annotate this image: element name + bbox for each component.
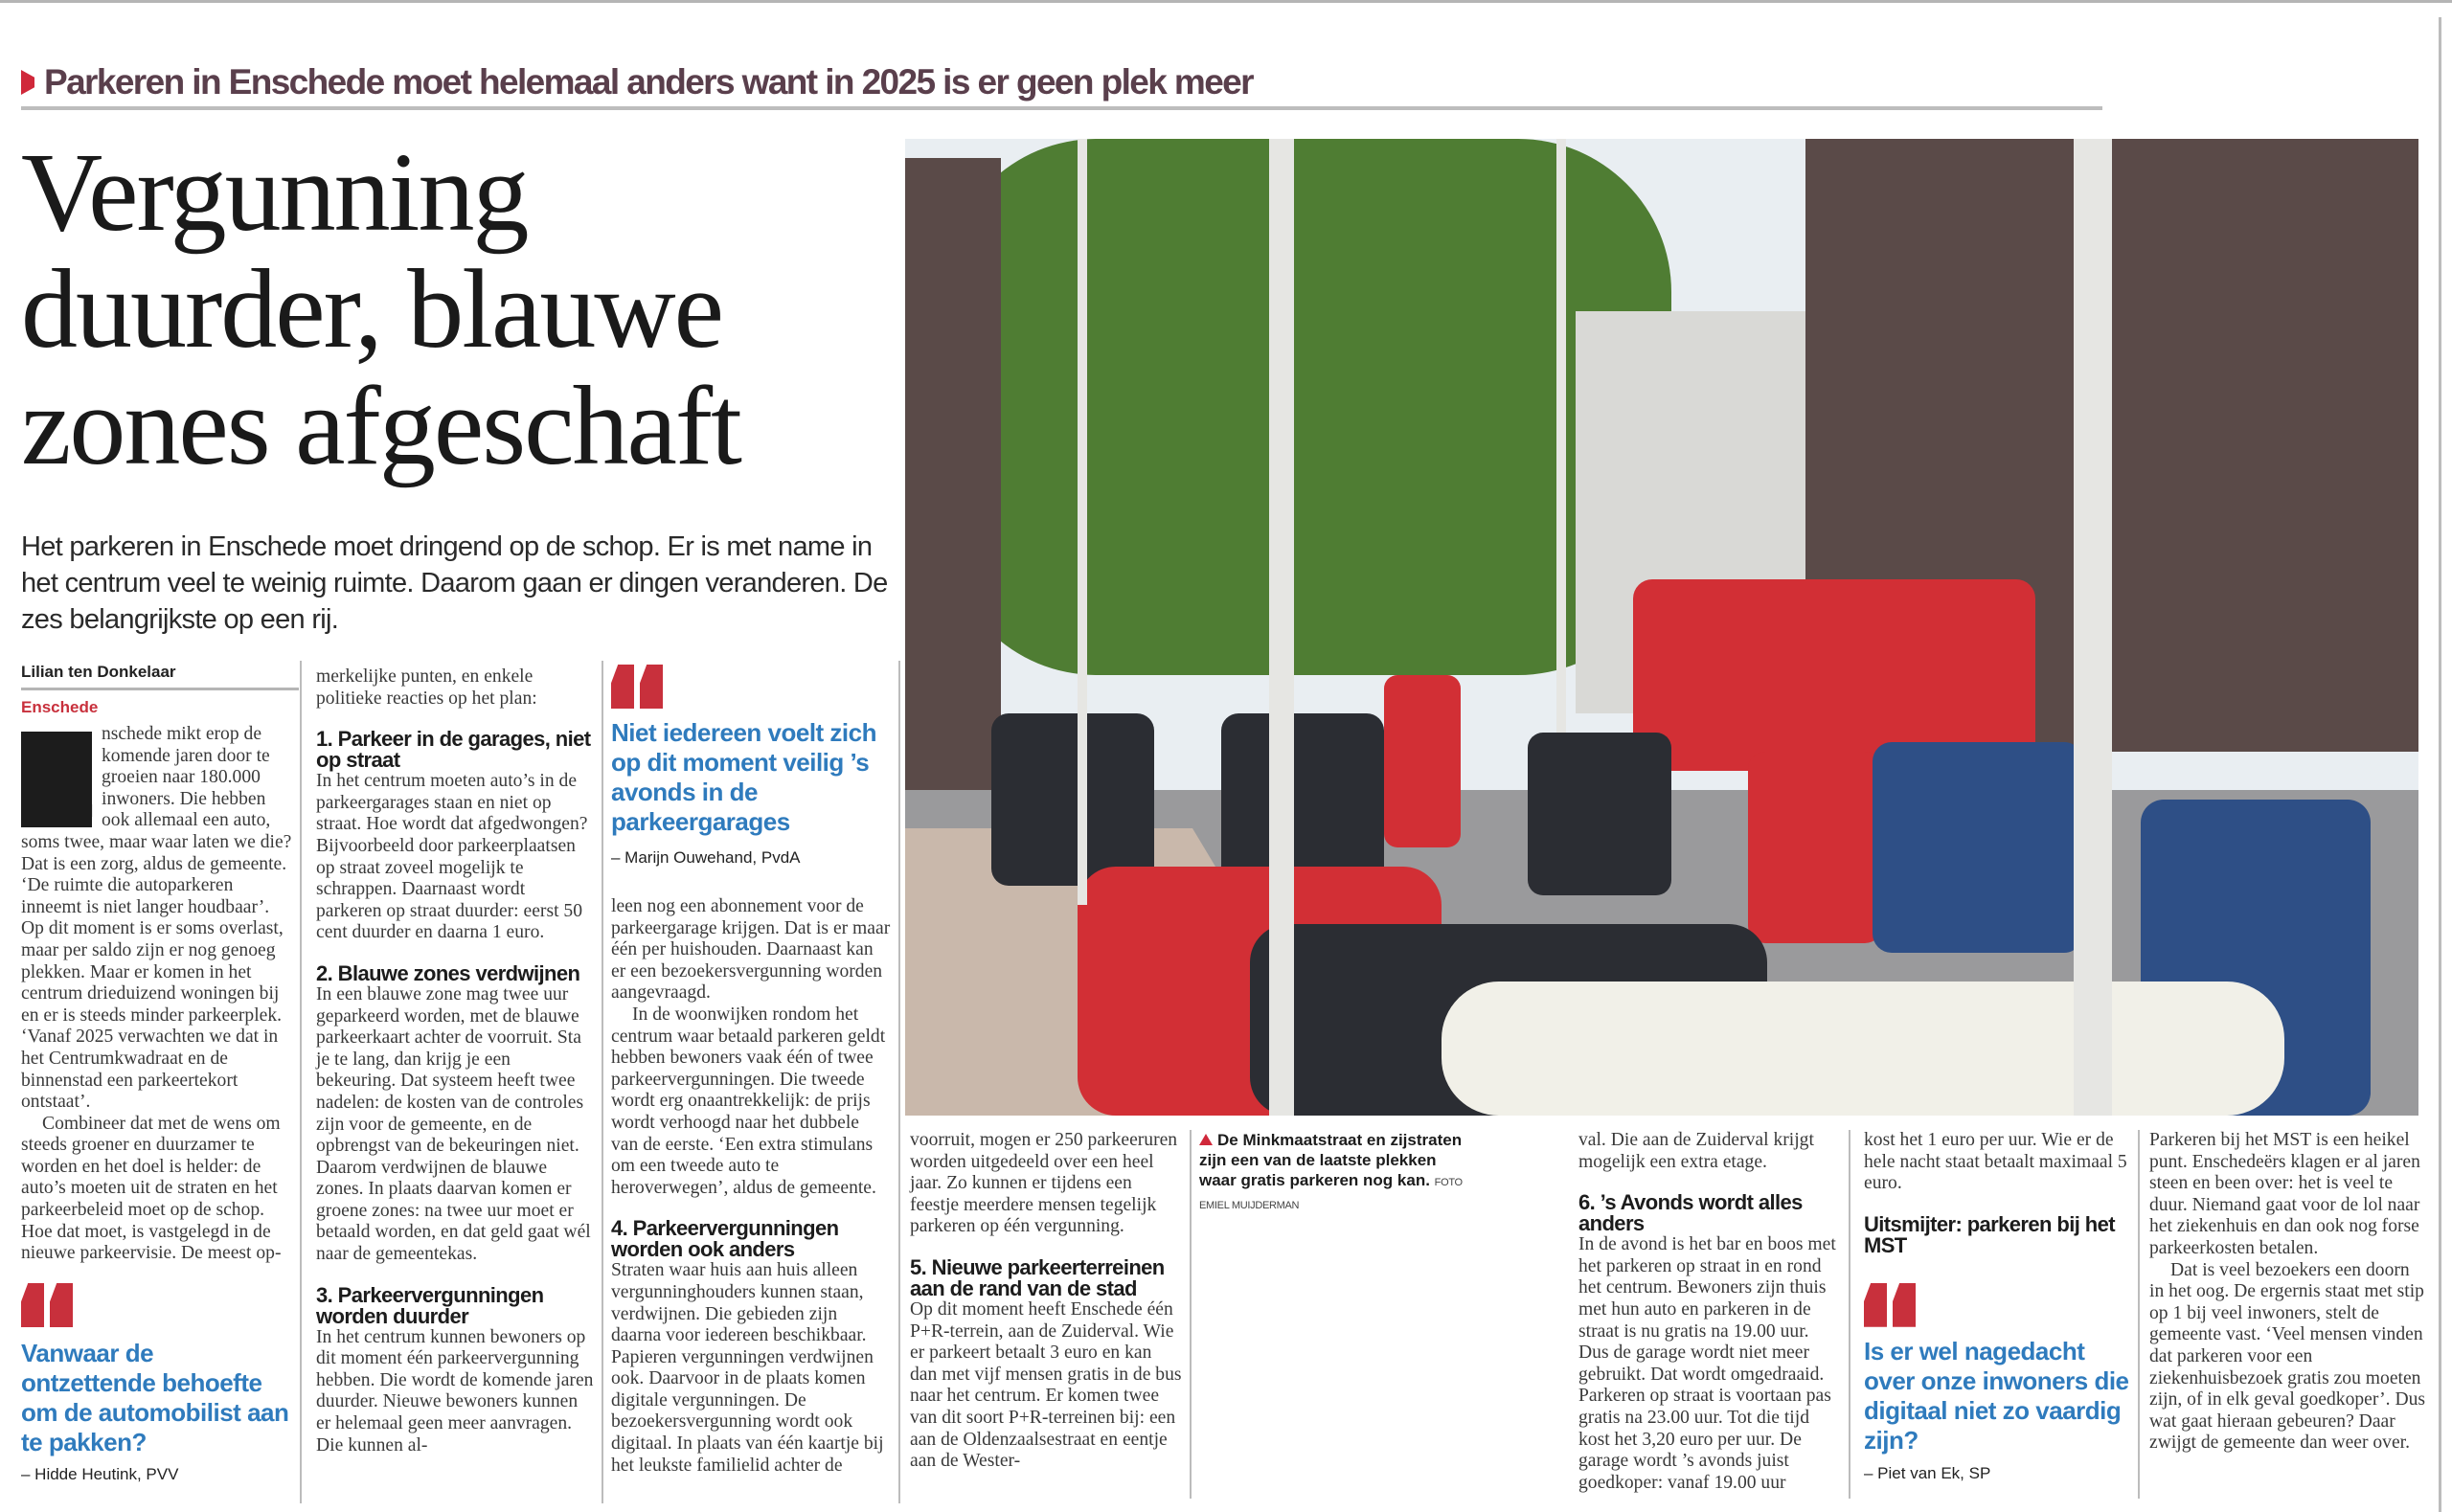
section-heading: 6. ’s Avonds wordt alles anders [1578, 1190, 1803, 1236]
dropcap: E [21, 715, 97, 842]
quote-mark-icon [21, 1283, 75, 1327]
column-4 [910, 1130, 1183, 1473]
kicker-rule [21, 106, 2102, 110]
pull-quote-3 [1864, 1283, 2130, 1485]
column-2 [316, 666, 594, 1456]
section-body: Op dit moment heeft Enschede één P+R-terrein, aan de Zuiderval. Wie er parkeert betaalt 3 euro en kan dan met vijf mensen gratis in de bus naar het centrum. Er komen twee van dit soort P+R-terreinen bij: een aan de Oldenzaalsestraat en eentje aan de Wester- [910, 1298, 1182, 1472]
column-7 [1864, 1130, 2130, 1484]
kicker-text: Parkeren in Enschede moet helemaal anders want in 2025 is er geen plek meer [44, 62, 1253, 102]
section-body: Parkeren bij het MST is een heikel punt. Enschedeërs klagen er al jaren steen en been over: het is veel te duur. Niemand gaat voor de lol naar het ziekenhuis en dan ook nog forse parkeerkosten betalen. [2149, 1130, 2420, 1258]
pull-quote-2 [611, 665, 889, 868]
section-body: In een blauwe zone mag twee uur geparkeerd worden, met de blauwe parkeerkaart achter de voorruit. Sta je te lang, dan krijg je een bekeuring. Dat systeem heeft twee nadelen: de kosten van de controles zijn voor de gemeente, en de opbrengst van de bekeuringen niet. Daarom verdwijnen de blauwe zones. In plaats daarvan komen er groene zones: na twee uur moet er betaald worden, en dat geld gaat wél naar de gemeentekas. [316, 983, 591, 1265]
byline-place: Enschede [21, 698, 99, 716]
column-8 [2149, 1130, 2427, 1455]
pull-quote-1 [21, 1283, 294, 1484]
headline [21, 129, 883, 488]
kicker-arrow-icon [21, 70, 34, 95]
column-6 [1578, 1130, 1842, 1494]
section-body: In de woonwijken rondom het centrum waar betaald parkeren geldt hebben bewoners vaak één of twee parkeervergunningen. Die tweede wordt erg onaantrekkelijk: de prijs wordt verhoogd naar het dubbele van de eerste. ‘Een extra stimulans om een tweede auto te heroverwegen’, aldus de gemeente. [611, 1004, 886, 1198]
pull-quote-attribution: – Piet van Ek, SP [1864, 1463, 1991, 1482]
parked-cars-street-photo [905, 139, 2418, 1116]
section-heading: 3. Parkeervergunningen worden duurder [316, 1282, 544, 1328]
section-body: Straten waar huis aan huis alleen vergunninghouders kunnen staan, verdwijnen. Die gebieden zijn daarna voor iedereen beschikbaar. Papieren vergunningen verdwijnen ook. Daarvoor in de plaats komen digitale vergunningen. De bezoekersvergunning wordt ook digitaal. In plaats van één kaartje bij het leukste familielid achter de [611, 1260, 884, 1476]
column-rule [1190, 1130, 1192, 1499]
column-1 [21, 715, 292, 1265]
caption-triangle-icon [1199, 1134, 1213, 1145]
section-heading: 2. Blauwe zones verdwijnen [316, 960, 580, 985]
byline-author: Lilian ten Donkelaar [21, 663, 299, 690]
section-body-continued: val. Die aan de Zuiderval krijgt mogelijk een extra etage. [1578, 1130, 1814, 1172]
section-body-continued: kost het 1 euro per uur. Wie er de hele nacht staat betaalt maximaal 5 euro. [1864, 1130, 2127, 1194]
section-body-continued: voorruit, mogen er 250 parkeeruren worden uitgedeeld over een heel jaar. Zo kunnen er tijdens een feestje meerdere mensen tegelijk parkeren op één vergunning. [910, 1130, 1178, 1237]
section-body: In het centrum kunnen bewoners op dit moment één parkeervergunning hebben. Die wordt de komende jaren duurder. Nieuwe bewoners kunnen er helemaal geen meer aanvragen. Die kunnen al- [316, 1326, 594, 1456]
photo-caption [1199, 1130, 1472, 1216]
headline-line: zones afgeschaft [21, 363, 740, 488]
column-rule [300, 661, 302, 1503]
photo-credit: FOTO EMIEL MUIJDERMAN [1199, 1177, 1463, 1211]
lead-continued: merkelijke punten, en enkele politieke reacties op het plan: [316, 666, 537, 709]
pull-quote-attribution: – Hidde Heutink, PVV [21, 1465, 179, 1483]
headline-line: Vergunning [21, 129, 528, 255]
kicker [21, 59, 1253, 105]
page-top-rule [0, 0, 2452, 3]
pull-quote-attribution: – Marijn Ouwehand, PvdA [611, 848, 801, 867]
headline-line: duurder, blauwe [21, 246, 722, 372]
section-heading: 5. Nieuwe parkeerterreinen aan de rand van de stad [910, 1254, 1165, 1300]
section-body-continued: leen nog een abonnement voor de parkeergarage krijgen. Dat is er maar één per huishouden. Daarnaast kan er een bezoekersvergunning worden aangevraagd. [611, 896, 891, 1004]
quote-mark-icon [1864, 1283, 1918, 1327]
section-heading: 1. Parkeer in de garages, niet op straat [316, 727, 591, 773]
column-rule [602, 661, 603, 1503]
section-heading: Uitsmijter: parkeren bij het MST [1864, 1211, 2115, 1257]
byline [21, 663, 299, 717]
pull-quote-text: Vanwaar de ontzettende behoefte om de automobilist aan te pakken? [21, 1339, 289, 1456]
street-photo [905, 139, 2418, 1116]
page-right-rule [2439, 17, 2441, 1512]
pull-quote-text: Is er wel nagedacht over onze inwoners die digitaal niet zo vaardig zijn? [1864, 1336, 2129, 1455]
section-heading: 4. Parkeervergunningen worden ook anders [611, 1216, 839, 1262]
column-rule [1849, 1130, 1850, 1499]
pull-quote-text: Niet iedereen voelt zich op dit moment veilig ’s avonds in de parkeergarages [611, 718, 876, 836]
lead-paragraph-2: Combineer dat met de wens om steeds groener en duurzamer te worden en het doel is helder: de auto’s moeten uit de straten en het parkeerbeleid moet op de schop. Hoe dat moet, is vastgelegd in de nieuwe parkeervisie. De meest op- [21, 1113, 282, 1264]
caption-text: De Minkmaatstraat en zijstraten zijn een van de laatste plekken waar gratis parkeren nog kan. [1199, 1131, 1463, 1189]
column-3 [611, 896, 891, 1477]
lead-paragraph: nschede mikt erop de komende jaren door te groeien naar 180.000 inwoners. Die hebben ook allemaal een auto, soms twee, maar waar laten we die? Dat is een zorg, aldus de gemeente. ‘De ruimte die autoparkeren inneemt is niet langer houdbaar’. Op dit moment is er soms overlast, maar per saldo zijn er nog genoeg plekken. Maar er komen in het centrum drieduizend woningen bij en er is steeds minder parkeerplek. ‘Vanaf 2025 verwachten we dat in het Centrumkwadraat en de binnenstad een parkeertekort ontstaat’. [21, 724, 292, 1113]
section-body: Dat is veel bezoekers een doorn in het oog. De ergernis staat met stip op 1 bij veel inwoners, stelt de gemeente vast. ‘Veel mensen vinden dat parkeren voor een ziekenhuisbezoek gratis zou moeten zijn, of in elk geval goedkoper’. Dus wat gaat hieraan gebeuren? Daar zwijgt de gemeente dan weer over. [2149, 1259, 2426, 1454]
column-rule [2138, 1130, 2140, 1499]
intro-paragraph: Het parkeren in Enschede moet dringend op de schop. Er is met name in het centrum veel te weinig ruimte. Daarom gaan er dingen veranderen. De zes belangrijkste op een rij. [21, 531, 888, 635]
quote-mark-icon [611, 665, 665, 709]
column-rule [898, 661, 900, 1503]
section-body: In het centrum moeten auto’s in de parkeergarages staan en niet op straat. Hoe wordt dat afgedwongen? Bijvoorbeeld door parkeerplaatsen op straat zoveel mogelijk te schrappen. Daarnaast wordt parkeren op straat duurder: eerst 50 cent duurder en daarna 1 euro. [316, 771, 588, 943]
section-body: In de avond is het bar en boos met het parkeren op straat in en rond het centrum. Bewoners zijn thuis met hun auto en parkeren in de straat is nu gratis na 19.00 uur. Dus de garage wordt niet meer gebruikt. Dat wordt omgedraaid. Parkeren op straat is voortaan pas gratis na 23.00 uur. Tot die tijd kost het 3,20 euro per uur. De garage wordt ’s avonds juist goedkoper: vanaf 19.00 uur [1578, 1234, 1836, 1493]
